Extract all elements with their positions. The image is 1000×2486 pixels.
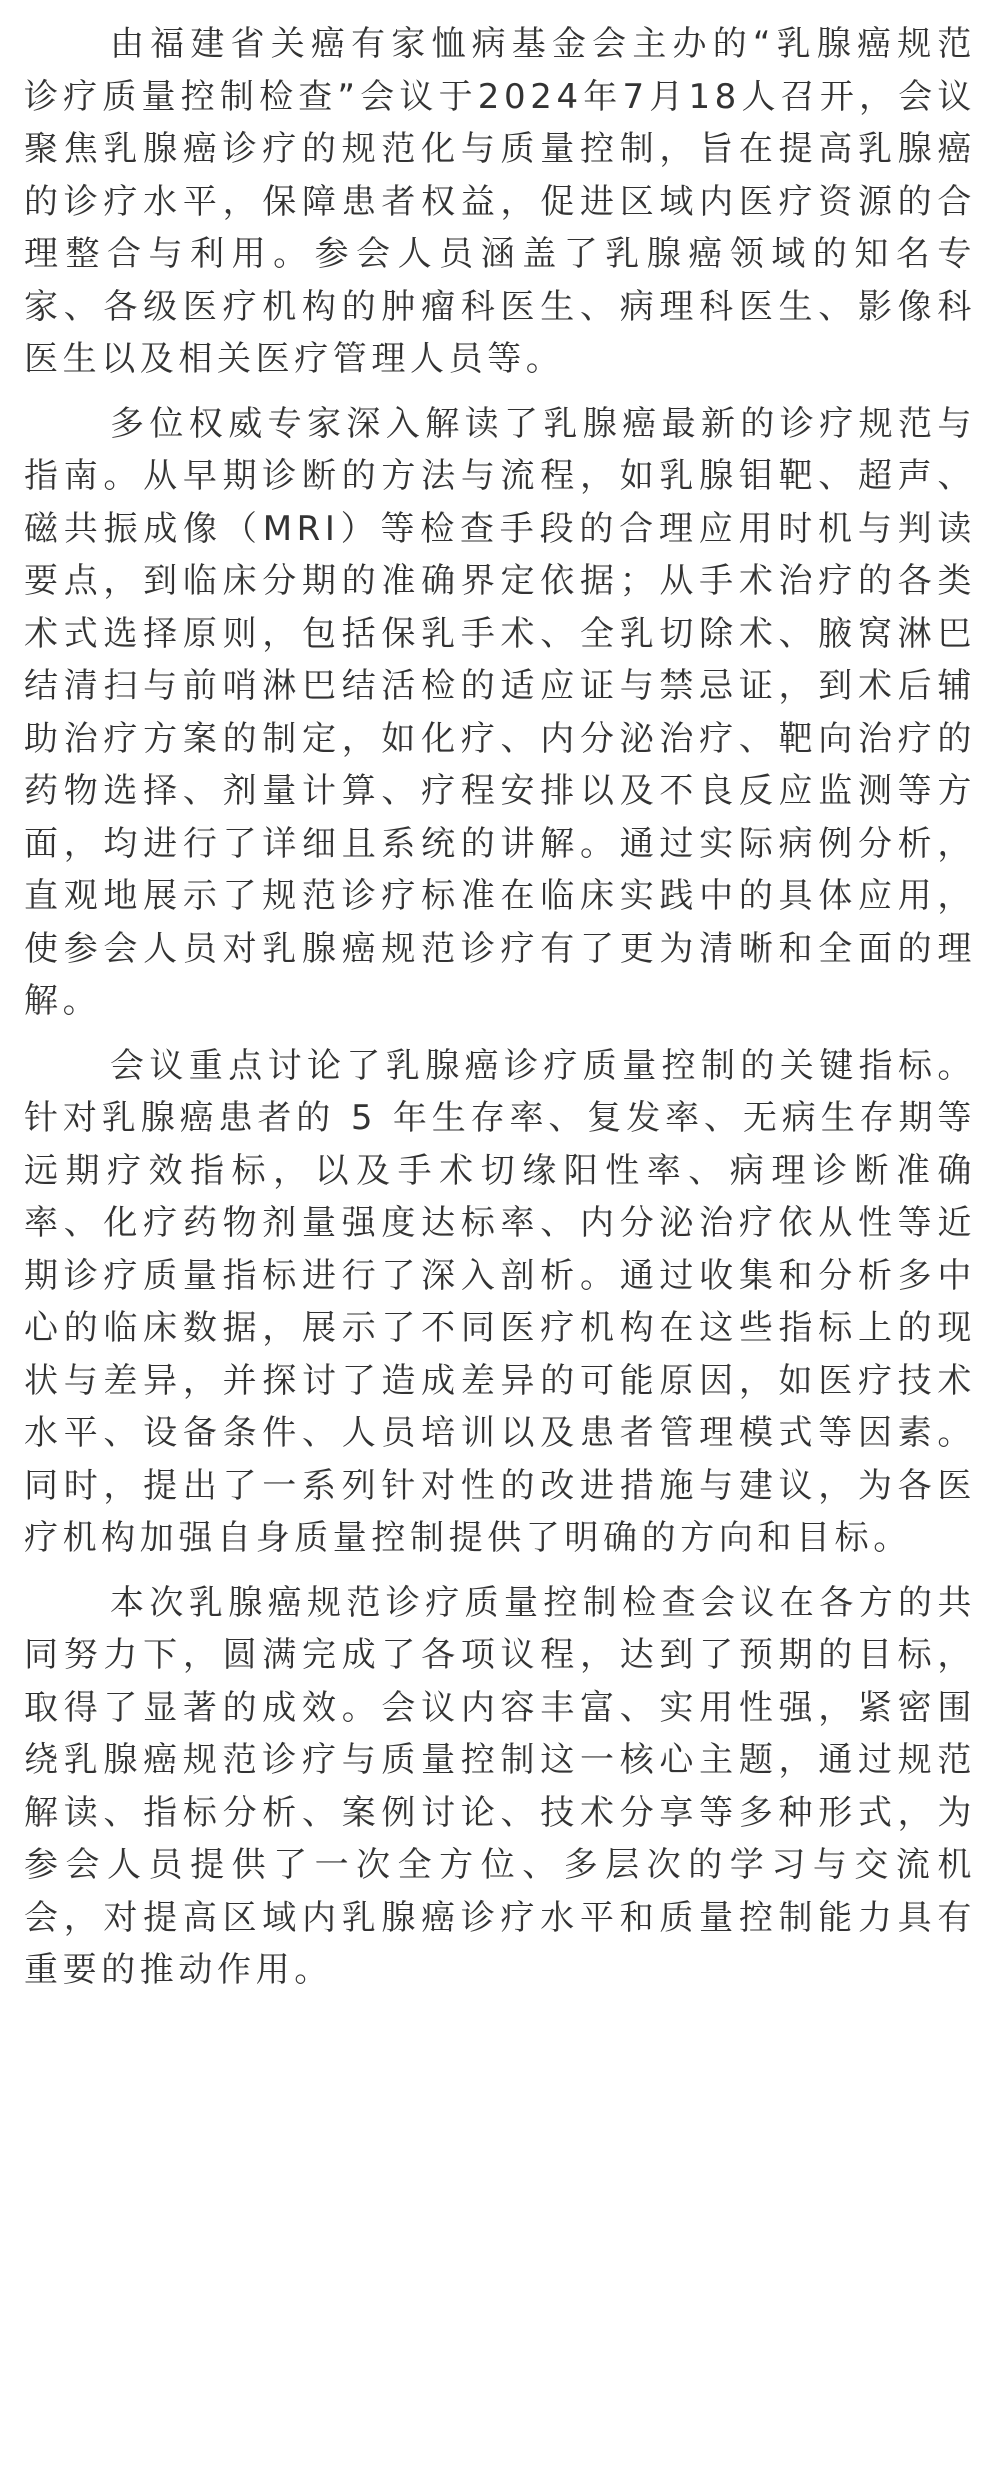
paragraph-guidelines: 多位权威专家深入解读了乳腺癌最新的诊疗规范与指南。从早期诊断的方法与流程，如乳腺钼靶、超声、磁共振成像（MRI）等检查手段的合理应用时机与判读要点，到临床分期的准确界定依据；从手术治疗的各类术式选择原则，包括保乳手术、全乳切除术、腋窝淋巴结清扫与前哨淋巴结活检的适应证与禁忌证，到术后辅助治疗方案的制定，如化疗、内分泌治疗、靶向治疗的药物选择、剂量计算、疗程安排以及不良反应监测等方面，均进行了详细且系统的讲解。通过实际病例分析，直观地展示了规范诊疗标准在临床实践中的具体应用，使参会人员对乳腺癌规范诊疗有了更为清晰和全面的理解。	[24, 403, 976, 1021]
paragraph-opening: 由福建省关癌有家恤病基金会主办的“乳腺癌规范诊疗质量控制检查”会议于2024年7月18人召开，会议聚焦乳腺癌诊疗的规范化与质量控制，旨在提高乳腺癌的诊疗水平，保障患者权益，促进区域内医疗资源的合理整合与利用。参会人员涵盖了乳腺癌领域的知名专家、各级医疗机构的肿瘤科医生、病理科医生、影像科医生以及相关医疗管理人员等。	[24, 24, 976, 379]
paragraph-quality-indicators: 会议重点讨论了乳腺癌诊疗质量控制的关键指标。针对乳腺癌患者的 5 年生存率、复发率、无病生存期等远期疗效指标，以及手术切缘阳性率、病理诊断准确率、化疗药物剂量强度达标率、内分泌治疗依从性等近期诊疗质量指标进行了深入剖析。通过收集和分析多中心的临床数据，展示了不同医疗机构在这些指标上的现状与差异，并探讨了造成差异的可能原因，如医疗技术水平、设备条件、人员培训以及患者管理模式等因素。同时，提出了一系列针对性的改进措施与建议，为各医疗机构加强自身质量控制提供了明确的方向和目标。	[24, 1045, 976, 1558]
paragraph-conclusion: 本次乳腺癌规范诊疗质量控制检查会议在各方的共同努力下，圆满完成了各项议程，达到了预期的目标，取得了显著的成效。会议内容丰富、实用性强，紧密围绕乳腺癌规范诊疗与质量控制这一核心主题，通过规范解读、指标分析、案例讨论、技术分享等多种形式，为参会人员提供了一次全方位、多层次的学习与交流机会，对提高区域内乳腺癌诊疗水平和质量控制能力具有重要的推动作用。	[24, 1582, 976, 1990]
